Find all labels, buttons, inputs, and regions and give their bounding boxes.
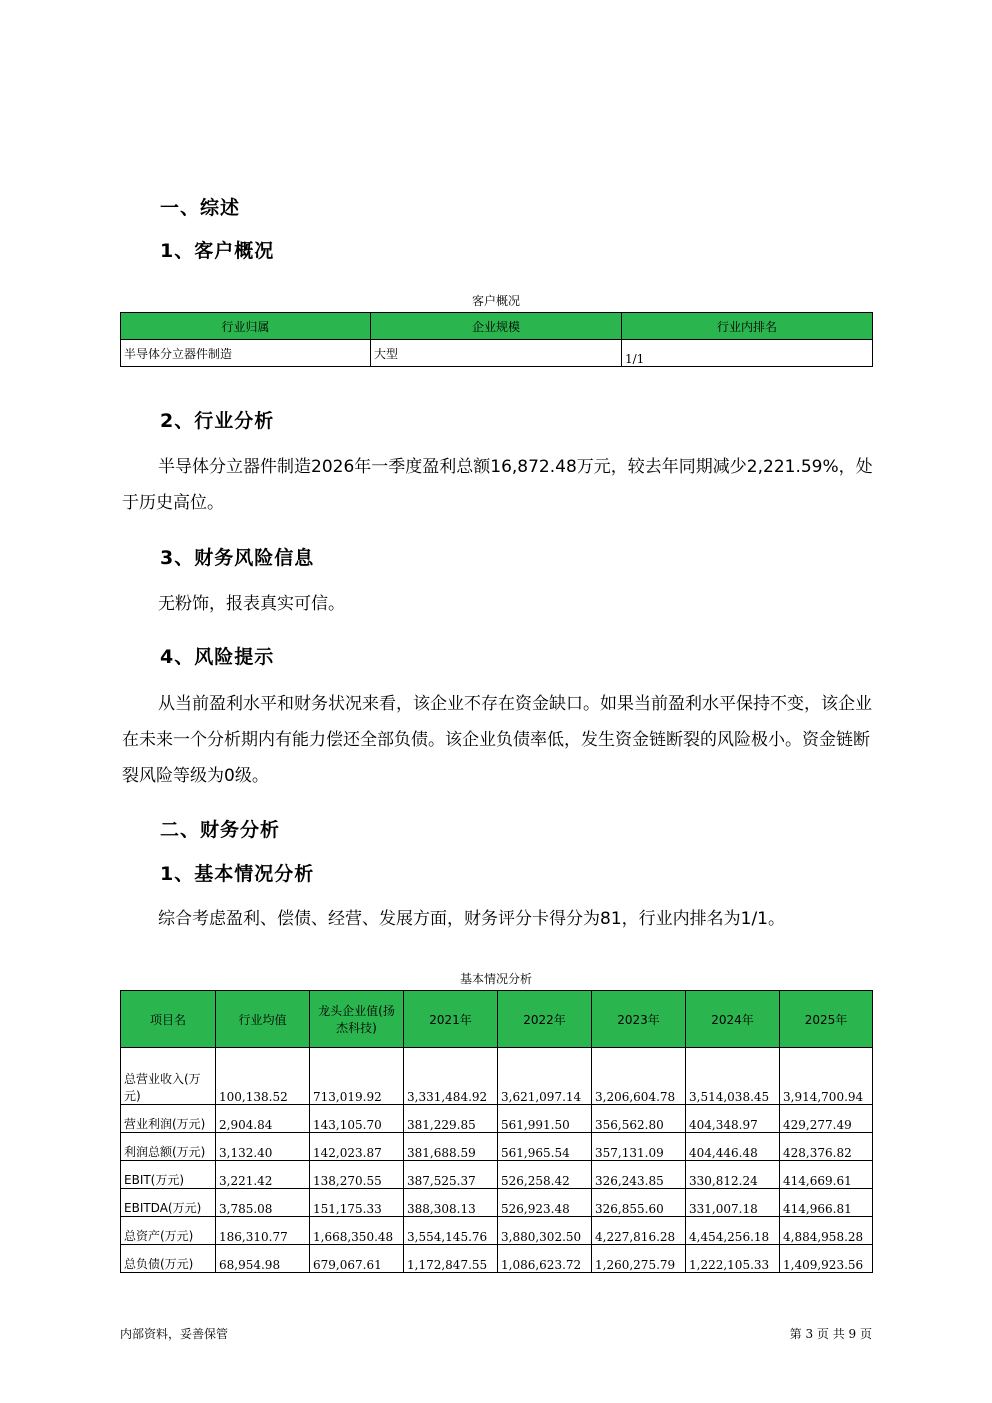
table-cell: 404,348.97 <box>686 1105 780 1133</box>
row-label: 总负债(万元) <box>121 1245 216 1273</box>
risk-warning-text: 从当前盈利水平和财务状况来看，该企业不存在资金缺口。如果当前盈利水平保持不变，该企业在未来一个分析期内有能力偿还全部负债。该企业负债率低，发生资金链断裂的风险极小。资金链断裂风险等级为0级。 <box>122 694 872 786</box>
customer-header-scale: 企业规模 <box>371 313 622 340</box>
table-cell: 3,221.42 <box>216 1161 310 1189</box>
table-cell: 151,175.33 <box>310 1189 404 1217</box>
table-cell: 142,023.87 <box>310 1133 404 1161</box>
table-cell: 186,310.77 <box>216 1217 310 1245</box>
section-2-1-title: 1、基本情况分析 <box>160 863 315 885</box>
table-cell: 414,669.61 <box>780 1161 873 1189</box>
table-cell: 3,132.40 <box>216 1133 310 1161</box>
table-cell: 404,446.48 <box>686 1133 780 1161</box>
table-cell: 526,923.48 <box>498 1189 592 1217</box>
table-cell: 138,270.55 <box>310 1161 404 1189</box>
basic-analysis-table <box>120 990 873 1273</box>
table-cell: 1,172,847.55 <box>404 1245 498 1273</box>
basic-header-7: 2025年 <box>780 991 873 1048</box>
row-label: 总资产(万元) <box>121 1217 216 1245</box>
table-cell: 4,227,816.28 <box>592 1217 686 1245</box>
table-cell: 3,554,145.76 <box>404 1217 498 1245</box>
table-cell: 713,019.92 <box>310 1048 404 1105</box>
footer-left: 内部资料，妥善保管 <box>120 1327 229 1341</box>
table-cell: 387,525.37 <box>404 1161 498 1189</box>
table-cell: 526,258.42 <box>498 1161 592 1189</box>
row-label: EBITDA(万元) <box>121 1189 216 1217</box>
customer-cell-rank: 1/1 <box>622 340 873 367</box>
table-cell: 357,131.09 <box>592 1133 686 1161</box>
basic-header-6: 2024年 <box>686 991 780 1048</box>
basic-table-caption: 基本情况分析 <box>459 972 532 986</box>
footer-page-number: 第 3 页 共 9 页 <box>789 1327 872 1341</box>
table-cell: 1,222,105.33 <box>686 1245 780 1273</box>
table-row <box>121 1217 873 1245</box>
table-row <box>121 1105 873 1133</box>
table-cell: 100,138.52 <box>216 1048 310 1105</box>
table-cell: 326,855.60 <box>592 1189 686 1217</box>
table-cell: 326,243.85 <box>592 1161 686 1189</box>
table-cell: 561,991.50 <box>498 1105 592 1133</box>
table-cell: 414,966.81 <box>780 1189 873 1217</box>
row-label: 营业利润(万元) <box>121 1105 216 1133</box>
section-1-1-title: 1、客户概况 <box>160 240 275 262</box>
table-row <box>121 1245 873 1273</box>
table-cell: 143,105.70 <box>310 1105 404 1133</box>
customer-cell-scale: 大型 <box>371 340 622 367</box>
table-cell: 3,785.08 <box>216 1189 310 1217</box>
table-cell: 4,454,256.18 <box>686 1217 780 1245</box>
section-1-2-title: 2、行业分析 <box>160 410 275 432</box>
table-cell: 3,331,484.92 <box>404 1048 498 1105</box>
table-cell: 3,880,302.50 <box>498 1217 592 1245</box>
basic-header-3: 2021年 <box>404 991 498 1048</box>
table-cell: 381,688.59 <box>404 1133 498 1161</box>
table-cell: 3,621,097.14 <box>498 1048 592 1105</box>
table-cell: 2,904.84 <box>216 1105 310 1133</box>
basic-header-1: 行业均值 <box>216 991 310 1048</box>
table-cell: 4,884,958.28 <box>780 1217 873 1245</box>
table-cell: 1,409,923.56 <box>780 1245 873 1273</box>
basic-header-4: 2022年 <box>498 991 592 1048</box>
table-cell: 331,007.18 <box>686 1189 780 1217</box>
row-label: EBIT(万元) <box>121 1161 216 1189</box>
customer-table <box>120 312 873 367</box>
table-cell: 679,067.61 <box>310 1245 404 1273</box>
section-1-3-title: 3、财务风险信息 <box>160 547 315 569</box>
table-row <box>121 340 873 367</box>
table-cell: 1,260,275.79 <box>592 1245 686 1273</box>
table-row <box>121 1048 873 1105</box>
section-2-title: 二、财务分析 <box>160 819 281 841</box>
table-cell: 3,206,604.78 <box>592 1048 686 1105</box>
table-cell: 3,514,038.45 <box>686 1048 780 1105</box>
industry-analysis-text: 半导体分立器件制造2026年一季度盈利总额16,872.48万元，较去年同期减少2,221.59%，处于历史高位。 <box>122 457 873 513</box>
table-cell: 356,562.80 <box>592 1105 686 1133</box>
table-row <box>121 1161 873 1189</box>
basic-header-2: 龙头企业值(扬杰科技) <box>310 991 404 1048</box>
table-cell: 1,086,623.72 <box>498 1245 592 1273</box>
basic-analysis-text: 综合考虑盈利、偿债、经营、发展方面，财务评分卡得分为81，行业内排名为1/1。 <box>158 909 785 929</box>
customer-cell-industry: 半导体分立器件制造 <box>121 340 371 367</box>
financial-risk-text: 无粉饰，报表真实可信。 <box>158 594 345 614</box>
table-cell: 428,376.82 <box>780 1133 873 1161</box>
customer-table-caption: 客户概况 <box>471 294 520 308</box>
table-cell: 68,954.98 <box>216 1245 310 1273</box>
customer-header-rank: 行业内排名 <box>622 313 873 340</box>
table-cell: 381,229.85 <box>404 1105 498 1133</box>
table-cell: 429,277.49 <box>780 1105 873 1133</box>
row-label: 总营业收入(万元) <box>121 1048 216 1105</box>
table-cell: 3,914,700.94 <box>780 1048 873 1105</box>
section-1-title: 一、综述 <box>160 197 241 219</box>
section-1-4-title: 4、风险提示 <box>160 646 275 668</box>
customer-header-industry: 行业归属 <box>121 313 371 340</box>
basic-header-0: 项目名 <box>121 991 216 1048</box>
table-cell: 388,308.13 <box>404 1189 498 1217</box>
table-cell: 561,965.54 <box>498 1133 592 1161</box>
table-row <box>121 1133 873 1161</box>
table-cell: 1,668,350.48 <box>310 1217 404 1245</box>
basic-header-5: 2023年 <box>592 991 686 1048</box>
table-row <box>121 1189 873 1217</box>
table-cell: 330,812.24 <box>686 1161 780 1189</box>
row-label: 利润总额(万元) <box>121 1133 216 1161</box>
